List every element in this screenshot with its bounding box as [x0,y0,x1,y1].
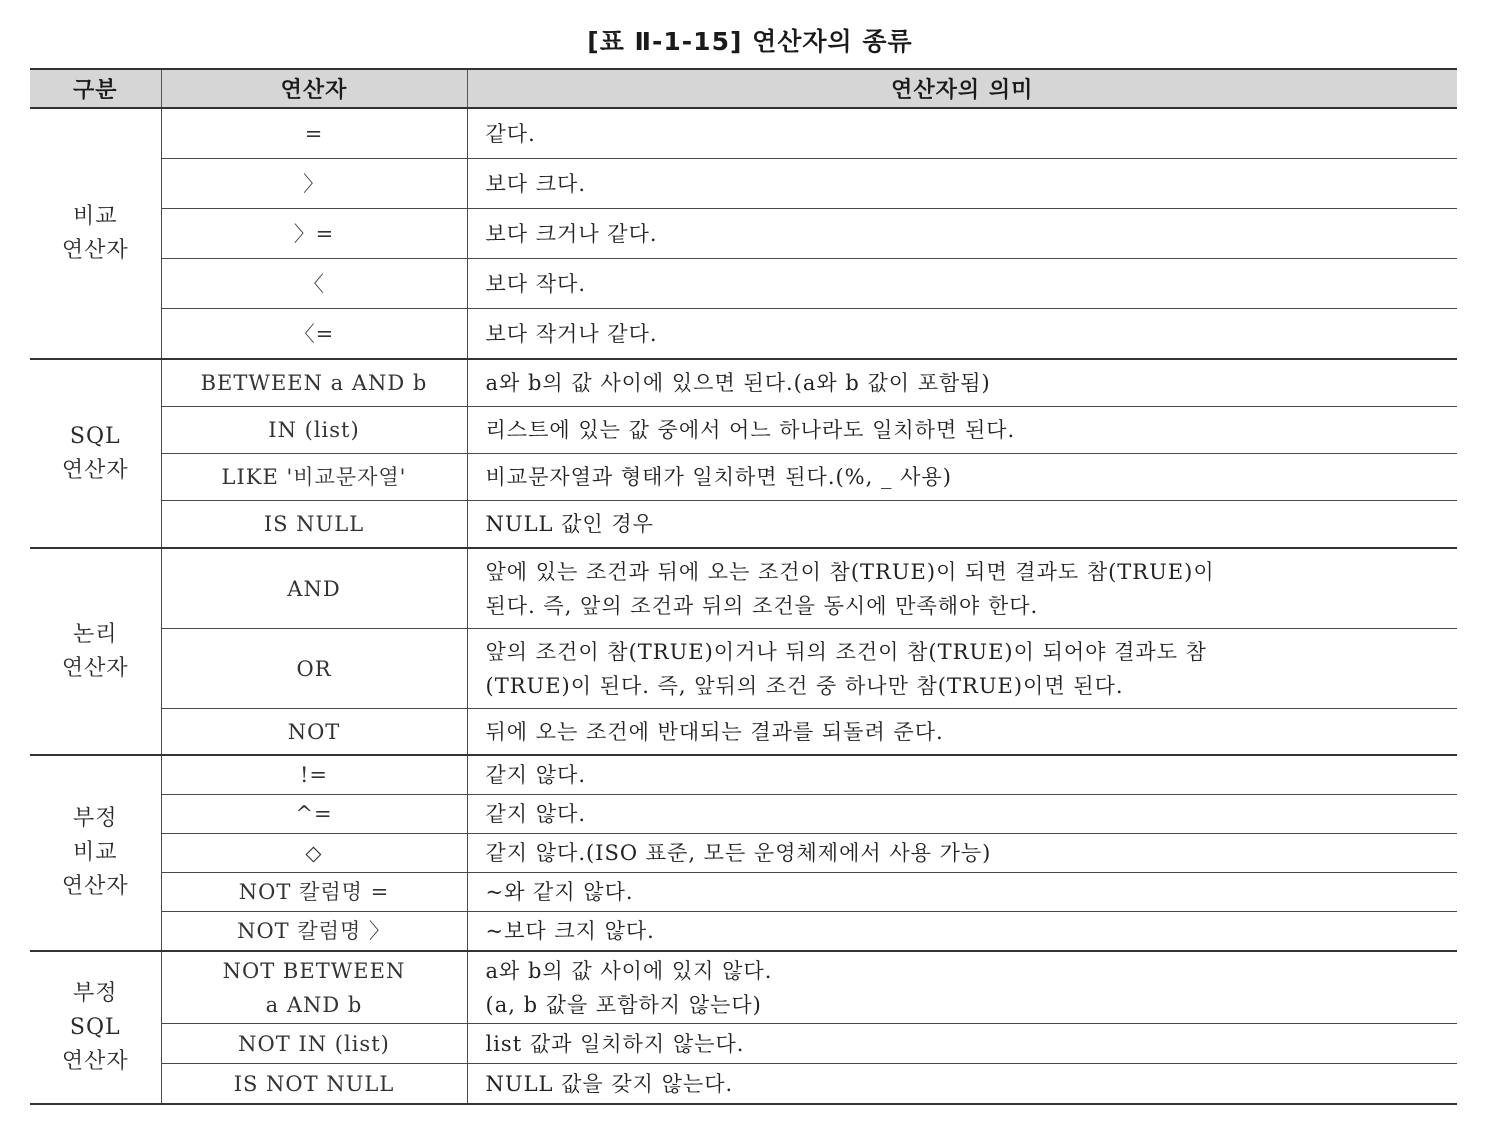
table-row [30,912,1457,952]
operator-cell: ◇ [161,834,467,873]
meaning-cell [467,629,1457,709]
operator-cell: AND [161,548,467,629]
meaning-line: 된다. 즉, 앞의 조건과 뒤의 조건을 동시에 만족해야 한다. [485,593,1039,618]
meaning-cell: 같지 않다. [467,755,1457,795]
table-row [30,159,1457,209]
category-cell [30,108,161,359]
operator-cell: 〈= [161,309,467,360]
table-row [30,108,1457,159]
table-row [30,629,1457,709]
operator-cell: != [161,755,467,795]
table-row [30,259,1457,309]
operator-cell: NOT 칼럼명 = [161,873,467,912]
category-cell [30,951,161,1104]
header-meaning: 연산자의 의미 [467,69,1457,108]
meaning-cell: 보다 크거나 같다. [467,209,1457,259]
operator-cell: NOT [161,709,467,756]
meaning-line: (TRUE)이 된다. 즉, 앞뒤의 조건 중 하나만 참(TRUE)이면 된다. [485,673,1124,698]
table-row [30,548,1457,629]
table-row [30,309,1457,360]
table-header [30,69,1457,108]
table-row [30,834,1457,873]
header-category: 구분 [30,69,161,108]
meaning-cell: ~보다 크지 않다. [467,912,1457,952]
category-label: 비교 연산자 [61,203,129,263]
meaning-cell: 비교문자열과 형태가 일치하면 된다.(%, _ 사용) [467,454,1457,501]
operator-cell: 〉 [161,159,467,209]
table-row [30,454,1457,501]
operator-cell: IN (list) [161,407,467,454]
table-row [30,407,1457,454]
operator-cell: OR [161,629,467,709]
category-cell [30,755,161,951]
meaning-cell [467,951,1457,1024]
operator-line: a AND b [265,992,363,1017]
meaning-cell [467,548,1457,629]
meaning-cell: 같지 않다. [467,795,1457,834]
operator-cell [161,951,467,1024]
category-label: 논리 연산자 [61,621,129,681]
operator-cell: BETWEEN a AND b [161,359,467,407]
operator-line: NOT BETWEEN [222,958,406,983]
operator-table [30,68,1457,1105]
operator-cell: NOT IN (list) [161,1024,467,1064]
meaning-cell: 리스트에 있는 값 중에서 어느 하나라도 일치하면 된다. [467,407,1457,454]
category-label: 부정 비교 연산자 [61,806,129,899]
table-row [30,501,1457,549]
meaning-cell: 같지 않다.(ISO 표준, 모든 운영체제에서 사용 가능) [467,834,1457,873]
table-row [30,951,1457,1024]
table-row [30,1024,1457,1064]
operator-cell: 〈 [161,259,467,309]
operator-cell: LIKE '비교문자열' [161,454,467,501]
meaning-line: 앞의 조건이 참(TRUE)이거나 뒤의 조건이 참(TRUE)이 되어야 결과도 참 [485,639,1207,664]
operator-cell: ^= [161,795,467,834]
table-row [30,709,1457,756]
table-row [30,755,1457,795]
table-row [30,1064,1457,1105]
category-label: 부정 SQL 연산자 [61,980,129,1074]
operator-cell: IS NOT NULL [161,1064,467,1105]
operator-cell: IS NULL [161,501,467,549]
meaning-line: 앞에 있는 조건과 뒤에 오는 조건이 참(TRUE)이 되면 결과도 참(TRUE)이 [485,559,1215,584]
meaning-cell: 보다 작다. [467,259,1457,309]
table-row [30,795,1457,834]
meaning-line: (a, b 값을 포함하지 않는다) [485,992,762,1017]
meaning-cell: 뒤에 오는 조건에 반대되는 결과를 되돌려 준다. [467,709,1457,756]
meaning-line: a와 b의 값 사이에 있지 않다. [485,958,773,983]
meaning-cell: ~와 같지 않다. [467,873,1457,912]
category-cell [30,359,161,548]
table-row [30,359,1457,407]
table-row [30,209,1457,259]
table-body [30,108,1457,1104]
meaning-cell: 보다 크다. [467,159,1457,209]
meaning-cell: 보다 작거나 같다. [467,309,1457,360]
meaning-cell: NULL 값을 갖지 않는다. [467,1064,1457,1105]
operator-cell: NOT 칼럼명 〉 [161,912,467,952]
meaning-cell: 같다. [467,108,1457,159]
table-caption: [표 Ⅱ-1-15] 연산자의 종류 [587,27,913,56]
category-cell [30,548,161,755]
header-operator: 연산자 [161,69,467,108]
table-row [30,873,1457,912]
operator-cell: 〉= [161,209,467,259]
category-label: SQL 연산자 [61,423,129,483]
operator-cell: = [161,108,467,159]
meaning-cell: a와 b의 값 사이에 있으면 된다.(a와 b 값이 포함됨) [467,359,1457,407]
meaning-cell: list 값과 일치하지 않는다. [467,1024,1457,1064]
meaning-cell: NULL 값인 경우 [467,501,1457,549]
